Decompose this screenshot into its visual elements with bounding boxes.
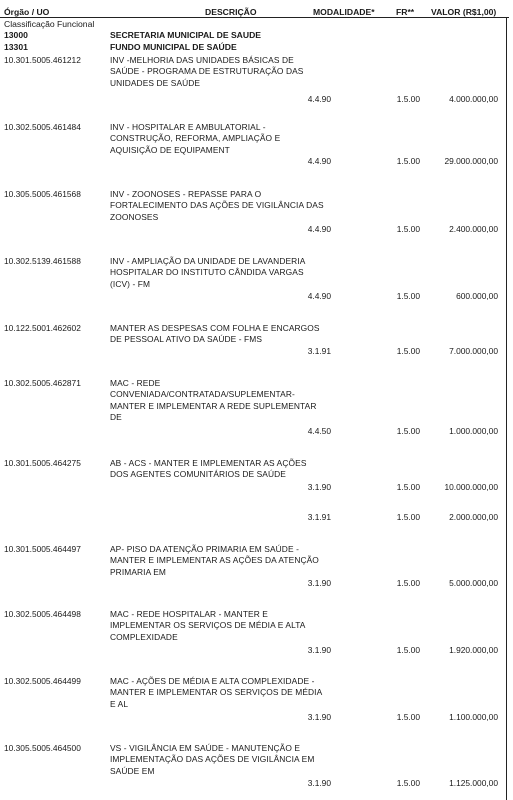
fr-cell: 1.5.00: [396, 426, 420, 436]
entry-description: MANTER AS DESPESAS COM FOLHA E ENCARGOS DE PESSOAL ATIVO DA SAÚDE - FMS: [110, 323, 320, 345]
fr-cell: 1.5.00: [396, 578, 420, 588]
fr-cell: 1.5.00: [396, 291, 420, 301]
valor-cell: 4.000.000,00: [449, 94, 498, 104]
entry-description: VS - VIGILÂNCIA EM SAÚDE - MANUTENÇÃO E IMPLEMENTAÇÃO DAS AÇÕES DE VIGILÂNCIA EM SAÚDE EM: [110, 743, 315, 776]
modalidade-cell: 3.1.91: [307, 512, 331, 522]
modalidade-cell: 3.1.90: [307, 578, 331, 588]
right-border: [506, 17, 507, 800]
uo-name: FUNDO MUNICIPAL DE SAÚDE: [110, 42, 237, 52]
classificacao-code: 10.302.5005.461484: [4, 122, 81, 132]
valor-cell: 1.125.000,00: [449, 778, 498, 788]
entry-description: MAC - AÇÕES DE MÉDIA E ALTA COMPLEXIDADE - MANTER E IMPLEMENTAR OS SERVIÇOS DE MÉDIA E AL: [110, 676, 322, 709]
classificacao-code: 10.305.5005.464500: [4, 743, 81, 753]
modalidade-cell: 3.1.90: [307, 645, 331, 655]
modalidade-cell: 3.1.90: [307, 712, 331, 722]
classificacao-code: 10.301.5005.464275: [4, 458, 81, 468]
valor-cell: 1.920.000,00: [449, 645, 498, 655]
entry-description: INV - HOSPITALAR E AMBULATORIAL - CONSTRUÇÃO, REFORMA, AMPLIAÇÃO E AQUISIÇÃO DE EQUIPAMENT: [110, 122, 281, 155]
fr-cell: 1.5.00: [396, 778, 420, 788]
valor-cell: 1.000.000,00: [449, 426, 498, 436]
orgao-code: 13000: [4, 30, 28, 40]
orgao-name: SECRETARIA MUNICIPAL DE SAUDE: [110, 30, 262, 40]
fr-cell: 1.5.00: [396, 346, 420, 356]
modalidade-cell: 3.1.91: [307, 346, 331, 356]
uo-code: 13301: [4, 42, 28, 52]
modalidade-cell: 4.4.90: [307, 156, 331, 166]
valor-cell: 2.000.000,00: [449, 512, 498, 522]
fr-cell: 1.5.00: [396, 156, 420, 166]
fr-cell: 1.5.00: [396, 482, 420, 492]
classificacao-funcional-label: Classificação Funcional: [4, 19, 95, 29]
classificacao-code: 10.302.5139.461588: [4, 256, 81, 266]
header-modalidade: MODALIDADE*: [313, 7, 375, 17]
entry-description: INV - AMPLIAÇÃO DA UNIDADE DE LAVANDERIA HOSPITALAR DO INSTITUTO CÂNDIDA VARGAS (ICV) - FM: [110, 256, 305, 289]
classificacao-code: 10.305.5005.461568: [4, 189, 81, 199]
header-orgao-uo: Órgão / UO: [4, 7, 50, 17]
header-descricao: DESCRIÇÃO: [205, 7, 257, 17]
fr-cell: 1.5.00: [396, 645, 420, 655]
fr-cell: 1.5.00: [396, 94, 420, 104]
classificacao-code: 10.122.5001.462602: [4, 323, 81, 333]
entry-description: INV -MELHORIA DAS UNIDADES BÁSICAS DE SAÚDE - PROGRAMA DE ESTRUTURAÇÃO DAS UNIDADES DE SAÚDE: [110, 55, 304, 88]
classificacao-code: 10.302.5005.464499: [4, 676, 81, 686]
entry-description: INV - ZOONOSES - REPASSE PARA O FORTALECIMENTO DAS AÇÕES DE VIGILÂNCIA DAS ZOONOSES: [110, 189, 324, 222]
modalidade-cell: 3.1.90: [307, 778, 331, 788]
fr-cell: 1.5.00: [396, 712, 420, 722]
valor-cell: 2.400.000,00: [449, 224, 498, 234]
header-divider: [0, 17, 509, 18]
classificacao-code: 10.302.5005.464498: [4, 609, 81, 619]
modalidade-cell: 4.4.90: [307, 224, 331, 234]
header-fr: FR**: [396, 7, 415, 17]
entry-description: MAC - REDE CONVENIADA/CONTRATADA/SUPLEMENTAR-MANTER E IMPLEMENTAR A REDE SUPLEMENTAR DE: [110, 378, 317, 422]
fr-cell: 1.5.00: [396, 512, 420, 522]
valor-cell: 600.000,00: [456, 291, 498, 301]
classificacao-code: 10.302.5005.462871: [4, 378, 81, 388]
valor-cell: 29.000.000,00: [444, 156, 498, 166]
entry-description: AP- PISO DA ATENÇÃO PRIMARIA EM SAÚDE - MANTER E IMPLEMENTAR AS AÇÕES DA ATENÇÃO PRIMARIA EM: [110, 544, 319, 577]
fr-cell: 1.5.00: [396, 224, 420, 234]
classificacao-code: 10.301.5005.461212: [4, 55, 81, 65]
modalidade-cell: 4.4.50: [307, 426, 331, 436]
valor-cell: 7.000.000,00: [449, 346, 498, 356]
entry-description: AB - ACS - MANTER E IMPLEMENTAR AS AÇÕES DOS AGENTES COMUNITÁRIOS DE SAÚDE: [110, 458, 307, 480]
valor-cell: 5.000.000,00: [449, 578, 498, 588]
valor-cell: 10.000.000,00: [444, 482, 498, 492]
valor-cell: 1.100.000,00: [449, 712, 498, 722]
classificacao-code: 10.301.5005.464497: [4, 544, 81, 554]
modalidade-cell: 4.4.90: [307, 94, 331, 104]
modalidade-cell: 3.1.90: [307, 482, 331, 492]
entry-description: MAC - REDE HOSPITALAR - MANTER E IMPLEMENTAR OS SERVIÇOS DE MÉDIA E ALTA COMPLEXIDADE: [110, 609, 306, 642]
header-valor: VALOR (R$1,00): [431, 7, 497, 17]
modalidade-cell: 4.4.90: [307, 291, 331, 301]
